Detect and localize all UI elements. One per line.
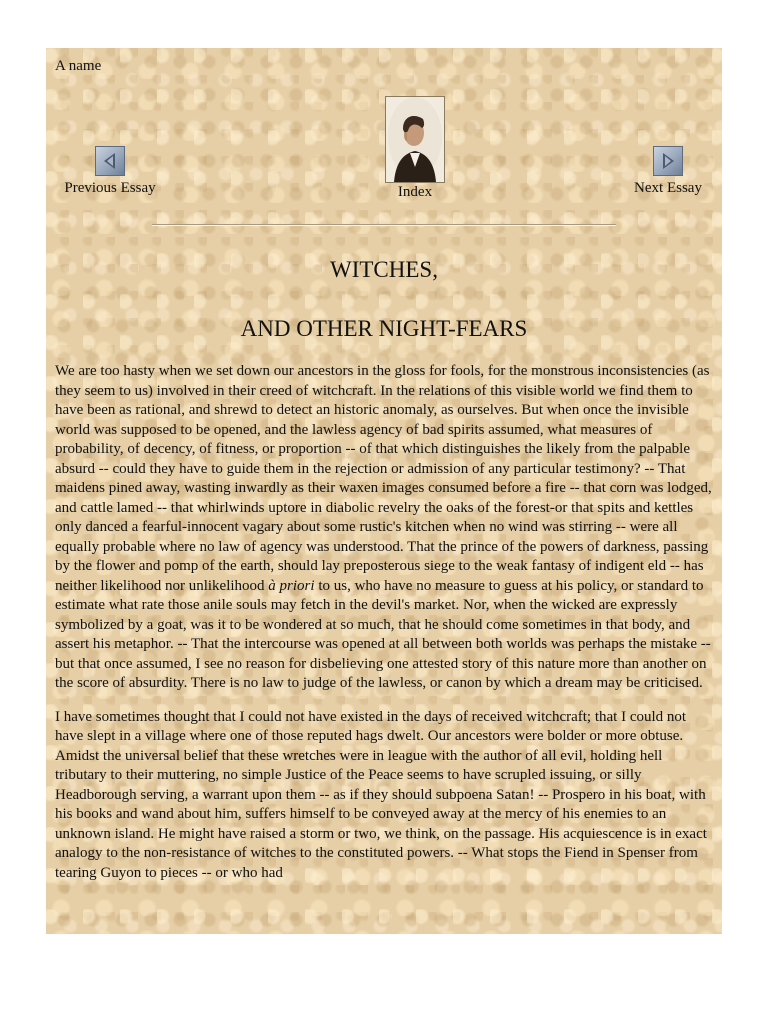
navigation-bar bbox=[46, 96, 722, 206]
portrait-icon[interactable] bbox=[385, 96, 445, 183]
essay-body bbox=[55, 362, 715, 897]
previous-essay-link[interactable] bbox=[58, 146, 162, 197]
paragraph-2: I have sometimes thought that I could not have existed in the days of received witchcraft; that I could not have slept in a village where one of those reputed hags dwelt. Our ancestors were bolder or more obtuse. Amidst the universal belief that these wretches were in league with the author of all evil, holding hell tributary to their muttering, no simple Justice of the Peace seems to have scrupled issuing, or silly Headborough serving, a warrant upon them -- as if they should subpoena Satan! -- Prospero in his boat, with his books and wand about him, suffers himself to be conveyed away at the mercy of his enemies to an unknown island. He might have raised a storm or two, we think, on the passage. His acquiescence is in exact analogy to the non-resistance of witches to the constituted powers. -- What stops the Fiend in Spenser from tearing Guyon to pieces -- or who had bbox=[55, 708, 707, 881]
paragraph-1-part-2: to us, who have no measure to guess at his policy, or standard to estimate what rate those anile souls may fetch in the devil's market. Nor, when the wicked are expressly symbolized by a goat, was it to be wondered at so much, that he should come sometimes in that body, and assert his metaphor. -- That the intercourse was opened at all between both worlds was perhaps the mistake -- but that once assumed, I see no reason for disbelieving one attested story of this nature more than another on the score of absurdity. There is no law to judge of the lawless, or canon by which a dream may be criticised. bbox=[55, 577, 711, 691]
previous-essay-label[interactable]: Previous Essay bbox=[64, 180, 156, 196]
left-arrow-icon[interactable] bbox=[95, 146, 125, 176]
essay-title-line2: AND OTHER NIGHT-FEARS bbox=[240, 316, 528, 341]
anchor-name-text: A name bbox=[55, 58, 102, 74]
paragraph-1-part-1: We are too hasty when we set down our ancestors in the gloss for fools, for the monstrous inconsistencies (as they seem to us) involved in their creed of witchcraft. In the relations of this visible world we find them to have been as rational, and shrewd to detect an historic anomaly, as ourselves. But when once the invisible world was supposed to be opened, and the lawless agency of bad spirits assumed, what measures of probability, of decency, of fitness, or proportion -- of that which distinguishes the likely from the palpable absurd -- could they have to guide them in the rejection or admission of any particular testimony? -- That maidens pined away, wasting inwardly as their waxen images consumed before a fire -- that corn was lodged, and cattle lamed -- that whirlwinds uptore in diabolic revelry the oaks of the forest-or that spits and kettles only danced a fearful-innocent vagary about some rustic's kitchen when no wind was stirring -- were all equally probable where no law of agency was understood. That the prince of the powers of darkness, passing by the flower and pomp of the earth, should lay preposterous siege to the weak fantasy of indigent eld -- has neither likelihood nor unlikelihood bbox=[55, 363, 712, 594]
next-essay-label[interactable]: Next Essay bbox=[634, 180, 702, 196]
right-arrow-icon[interactable] bbox=[653, 146, 683, 176]
index-label[interactable]: Index bbox=[397, 184, 433, 200]
paragraph-1 bbox=[55, 362, 715, 694]
essay-page bbox=[46, 48, 722, 934]
italic-phrase: à priori bbox=[268, 577, 315, 594]
essay-title-line1: WITCHES, bbox=[330, 257, 438, 282]
horizontal-divider bbox=[152, 224, 616, 226]
index-link[interactable] bbox=[366, 96, 464, 201]
next-essay-link[interactable] bbox=[626, 146, 710, 197]
